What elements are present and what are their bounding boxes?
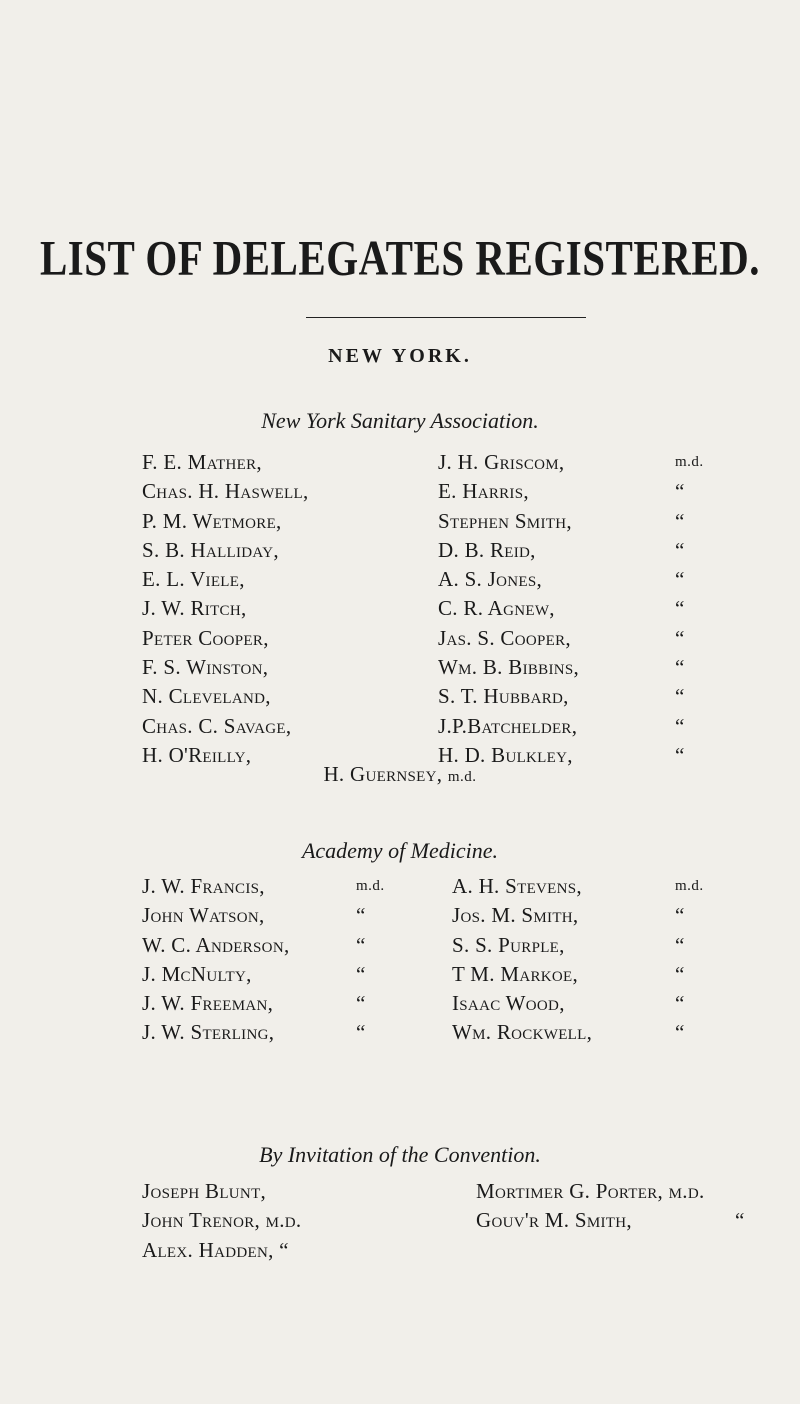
- delegate-name: Wm. Rockwell,: [452, 1020, 593, 1045]
- delegate-name: Chas. H. Haswell,: [142, 479, 309, 504]
- delegate-name: Wm. B. Bibbins,: [438, 655, 580, 680]
- ditto-mark: “: [675, 1020, 685, 1045]
- delegate-name: J. H. Griscom,: [438, 450, 565, 474]
- invitation-heading: By Invitation of the Convention.: [259, 1142, 541, 1167]
- invitation-right-column: [476, 1177, 705, 1236]
- ditto-mark: “: [675, 991, 685, 1016]
- delegate-name: H. O'Reilly,: [142, 742, 252, 767]
- delegate-name: W. C. Anderson,: [142, 932, 290, 957]
- delegate-name: A. S. Jones,: [438, 567, 543, 592]
- delegate-name: F. S. Winston,: [142, 655, 269, 680]
- delegate-name: C. R. Agnew,: [438, 596, 555, 621]
- delegate-name: Gouv'r M. Smith,: [476, 1208, 632, 1233]
- page-title: LIST OF DELEGATES REGISTERED.: [39, 229, 761, 286]
- ditto-mark: “: [735, 1208, 745, 1233]
- ditto-mark: “: [675, 742, 685, 767]
- delegate-name: S. S. Purple,: [452, 932, 565, 957]
- delegate-name: S. B. Halliday,: [142, 537, 279, 562]
- delegate-name: Peter Cooper,: [142, 625, 269, 650]
- delegate-name: E. Harris,: [438, 479, 529, 504]
- sanitary-right-column: [438, 448, 579, 770]
- delegate-name: P. M. Wetmore,: [142, 508, 282, 533]
- delegate-name: J. W. Ritch,: [142, 596, 247, 621]
- ditto-mark: “: [675, 508, 685, 533]
- sanitary-heading: New York Sanitary Association.: [261, 408, 539, 433]
- delegate-name: A. H. Stevens,: [452, 874, 582, 898]
- academy-left-column: [142, 872, 290, 1048]
- degree-suffix: m.d.: [447, 769, 477, 785]
- ditto-mark: “: [356, 991, 366, 1016]
- ditto-mark: “: [675, 713, 685, 738]
- academy-left-suffix-column: [356, 872, 385, 1048]
- academy-heading: Academy of Medicine.: [301, 838, 499, 863]
- delegate-name: J. W. Sterling,: [142, 1020, 275, 1045]
- ditto-mark: “: [675, 961, 685, 986]
- ditto-mark: “: [356, 932, 366, 957]
- sanitary-footer-delegate: [0, 762, 800, 787]
- title-divider: [306, 317, 586, 318]
- academy-right-suffix-column: [675, 872, 704, 1048]
- delegate-name: S. T. Hubbard,: [438, 684, 569, 709]
- delegate-name: J. W. Francis,: [142, 874, 265, 898]
- ditto-mark: “: [675, 655, 685, 680]
- ditto-mark: “: [356, 961, 366, 986]
- delegate-name: E. L. Viele,: [142, 567, 245, 592]
- sanitary-right-suffix-column: [675, 448, 704, 770]
- ditto-mark: “: [675, 932, 685, 957]
- delegate-name: Joseph Blunt,: [142, 1179, 267, 1203]
- ditto-mark: [735, 1177, 745, 1206]
- delegate-name: H. D. Bulkley,: [438, 742, 573, 767]
- sanitary-left-column: [142, 448, 309, 770]
- degree-suffix: m.d.: [356, 878, 385, 894]
- degree-suffix: m.d.: [675, 454, 704, 470]
- delegate-name: John Watson,: [142, 903, 265, 928]
- delegate-name: Jas. S. Cooper,: [438, 625, 571, 650]
- delegate-name: N. Cleveland,: [142, 684, 271, 709]
- ditto-mark: “: [356, 903, 366, 928]
- delegate-name: Jos. M. Smith,: [452, 903, 579, 928]
- invitation-right-suffix-column: [735, 1177, 745, 1236]
- delegate-name: J. W. Freeman,: [142, 991, 274, 1016]
- delegate-name: D. B. Reid,: [438, 537, 536, 562]
- delegate-name: Mortimer G. Porter, m.d.: [476, 1179, 705, 1203]
- ditto-mark: “: [675, 567, 685, 592]
- ditto-mark: “: [675, 684, 685, 709]
- ditto-mark: “: [675, 903, 685, 928]
- delegate-name: H. Guernsey,: [323, 762, 443, 786]
- delegate-name: J.P.Batchelder,: [438, 713, 578, 738]
- ditto-mark: “: [675, 596, 685, 621]
- invitation-left-column: [142, 1177, 301, 1265]
- region-heading: NEW YORK.: [328, 345, 472, 367]
- delegate-name: Chas. C. Savage,: [142, 713, 292, 738]
- ditto-mark: “: [675, 625, 685, 650]
- delegate-name: Isaac Wood,: [452, 991, 565, 1016]
- delegate-name: F. E. Mather,: [142, 450, 262, 474]
- delegate-name: J. McNulty,: [142, 961, 252, 986]
- delegate-name: John Trenor, m.d.: [142, 1208, 302, 1233]
- degree-suffix: m.d.: [675, 878, 704, 894]
- ditto-mark: “: [675, 537, 685, 562]
- ditto-mark: “: [675, 479, 685, 504]
- academy-right-column: [452, 872, 592, 1048]
- delegate-name: Stephen Smith,: [438, 508, 572, 533]
- delegate-name: T M. Markoe,: [452, 961, 579, 986]
- delegate-name: Alex. Hadden, “: [142, 1237, 289, 1262]
- ditto-mark: “: [356, 1020, 366, 1045]
